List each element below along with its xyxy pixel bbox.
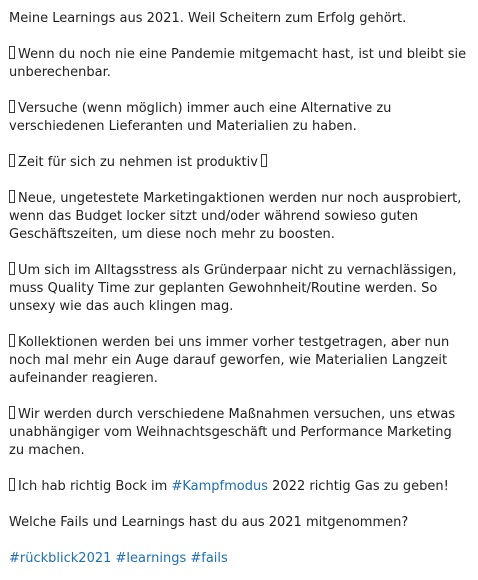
missing-emoji-icon <box>9 154 15 167</box>
post-question: Welche Fails und Learnings hast du aus 2021 mitgenommen? <box>9 515 409 530</box>
missing-emoji-icon <box>9 190 15 203</box>
learning-item <box>9 190 470 244</box>
hashtag-link-learnings[interactable]: #learnings <box>115 551 187 566</box>
learning-text: Kollektionen werden bei uns immer vorher testgetragen, aber nun noch mal mehr ein Auge darauf geworfen, wie Materialien Langzeit aufeinander reagieren. <box>9 335 450 386</box>
hashtag-link-rueckblick2021[interactable]: #rückblick2021 <box>9 551 112 566</box>
missing-emoji-icon <box>9 262 15 275</box>
learning-item <box>9 100 470 136</box>
learning-item <box>9 406 470 460</box>
learning-text: Um sich im Alltagsstress als Gründerpaar nicht zu vernachlässigen, muss Quality Time zur geplanten Gewohnheit/Routine werden. So unsexy wie das auch klingen mag. <box>9 263 457 314</box>
learning-item <box>9 154 470 172</box>
learning-item <box>9 478 470 496</box>
missing-emoji-icon <box>261 154 267 167</box>
missing-emoji-icon <box>9 100 15 113</box>
learning-text: Wenn du noch nie eine Pandemie mitgemacht hast, ist und bleibt sie unberechenbar. <box>9 47 467 80</box>
missing-emoji-icon <box>9 478 15 491</box>
missing-emoji-icon <box>9 406 15 419</box>
learning-item <box>9 334 470 388</box>
post-intro: Meine Learnings aus 2021. Weil Scheitern zum Erfolg gehört. <box>9 11 407 26</box>
learning-text: Zeit für sich zu nehmen ist produktiv <box>18 155 258 170</box>
learning-text: Neue, ungetestete Marketingaktionen werden nur noch ausprobiert, wenn das Budget locker sitzt und/oder während sowieso guten Geschäftszeiten, um diese noch mehr zu boosten. <box>9 191 462 242</box>
hashtag-link-fails[interactable]: #fails <box>190 551 228 566</box>
missing-emoji-icon <box>9 334 15 347</box>
learning-text: Ich hab richtig Bock im <box>18 479 172 494</box>
learning-item <box>9 46 470 82</box>
missing-emoji-icon <box>9 46 15 59</box>
hashtag-link-kampfmodus[interactable]: #Kampfmodus <box>171 479 268 494</box>
learning-text: Versuche (wenn möglich) immer auch eine Alternative zu verschiedenen Lieferanten und Materialien zu haben. <box>9 101 392 134</box>
learning-text: 2022 richtig Gas zu geben! <box>268 479 449 494</box>
hashtag-row <box>9 550 470 568</box>
learning-item <box>9 262 470 316</box>
learning-text: Wir werden durch verschiedene Maßnahmen versuchen, uns etwas unabhängiger vom Weihnachtsgeschäft und Performance Marketing zu machen. <box>9 407 456 458</box>
